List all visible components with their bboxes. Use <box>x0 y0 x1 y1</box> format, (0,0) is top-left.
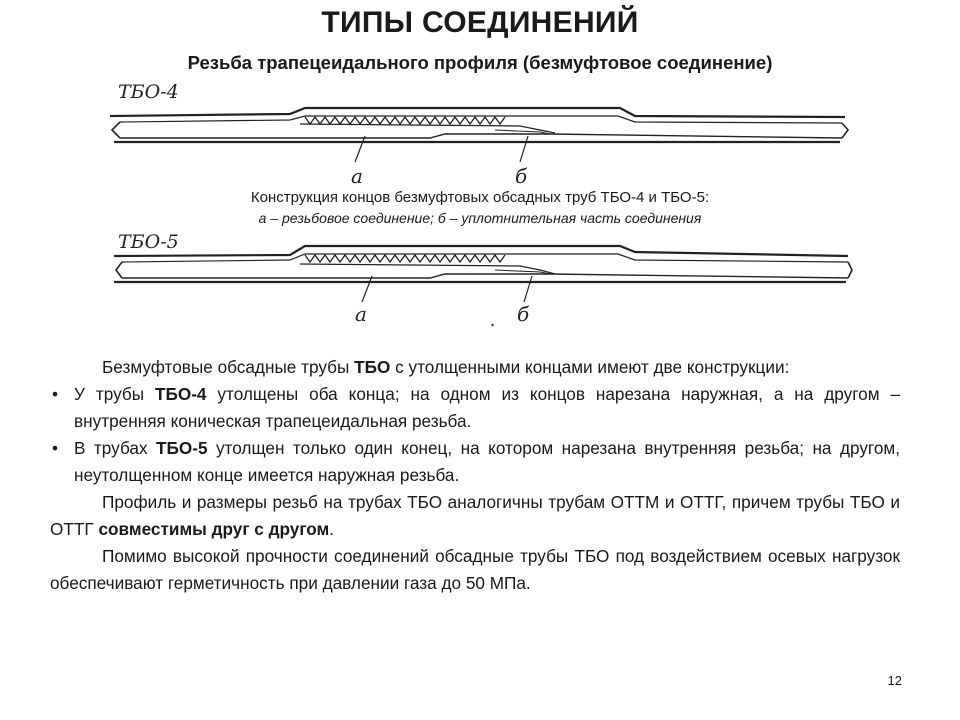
caption-line-2: а – резьбовое соединение; б – уплотнительная часть соединения <box>258 210 702 226</box>
list-item <box>50 435 900 489</box>
bullet-list <box>50 381 900 489</box>
tbo5-label: ТБО-5 <box>118 231 179 253</box>
paragraph-1 <box>50 354 900 381</box>
p1-text: Безмуфтовые обсадные трубы <box>102 357 355 377</box>
thread-zigzag <box>305 255 505 262</box>
bullet-icon: • <box>52 384 59 404</box>
body-text <box>50 354 900 597</box>
b1-bold: ТБО-4 <box>154 384 207 404</box>
tbo5-callout-b: б <box>517 302 530 326</box>
paragraph-2 <box>50 489 900 543</box>
p2-text-end: . <box>329 519 335 539</box>
tbo5-diagram <box>100 228 870 333</box>
p2-text: Профиль и размеры резьб на трубах ТБО аналогичны трубам ОТТМ и ОТТГ, причем трубы ТБО и ОТТГ <box>50 492 900 539</box>
page-subtitle: Резьба трапецеидального профиля (безмуфтовое соединение) <box>187 52 773 73</box>
tbo4-callout-b: б <box>515 164 528 188</box>
b2-bold: ТБО-5 <box>156 438 208 458</box>
caption-line-1: Конструкция концов безмуфтовых обсадных труб ТБО-4 и ТБО-5: <box>250 189 710 206</box>
tbo4-callout-a: а <box>351 164 363 188</box>
figure-caption <box>0 188 960 228</box>
b2-text: В трубах <box>74 438 156 458</box>
p2-bold: совместимы друг с другом <box>98 519 330 539</box>
b1-text: У трубы <box>74 384 155 404</box>
tbo4-callouts <box>100 78 870 198</box>
bullet-icon: • <box>52 438 59 458</box>
list-item <box>50 381 900 435</box>
p1-text-end: с утолщенными концами имеют две конструкции: <box>390 357 790 377</box>
b1-text-end: утолщены оба конца; на одном из концов нарезана наружная, а на другом – внутренняя коническая трапецеидальная резьба. <box>74 384 900 431</box>
page-title: ТИПЫ СОЕДИНЕНИЙ <box>321 6 639 39</box>
p1-bold: ТБО <box>354 357 391 377</box>
paragraph-3: Помимо высокой прочности соединений обсадные трубы ТБО под воздействием осевых нагрузок обеспечивают герметичность при давлении газа до 50 МПа. <box>50 546 900 593</box>
b2-text-end: утолщен только один конец, на котором нарезана внутренняя резьба; на другом, неутолщенном конце имеется наружная резьба. <box>74 438 900 485</box>
page-number: 12 <box>887 673 902 688</box>
tbo5-callout-a: а <box>355 302 367 326</box>
tbo4-label: ТБО-4 <box>118 81 179 103</box>
